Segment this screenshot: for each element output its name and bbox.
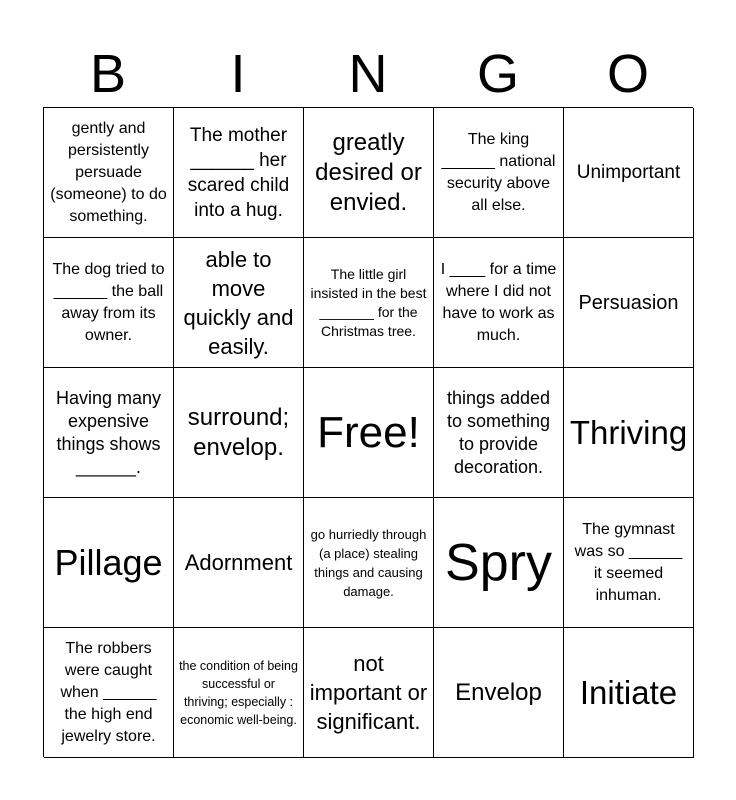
bingo-header xyxy=(43,42,693,106)
cell-text: surround; envelop. xyxy=(187,403,290,461)
header-letter-g: G xyxy=(476,44,519,104)
bingo-cell-r5c3[interactable] xyxy=(304,628,434,758)
cell-text: Pillage xyxy=(54,541,163,583)
bingo-cell-r1c2[interactable] xyxy=(174,108,304,238)
bingo-cell-r2c4[interactable] xyxy=(434,238,564,368)
bingo-cell-r3c2[interactable] xyxy=(174,368,304,498)
cell-text: Spry xyxy=(445,533,552,592)
cell-text: I ____ for a time where I did not have to work as much. xyxy=(440,260,557,344)
bingo-cell-r3c1[interactable] xyxy=(44,368,174,498)
bingo-cell-r5c2[interactable] xyxy=(174,628,304,758)
bingo-cell-r2c5[interactable] xyxy=(564,238,694,368)
cell-text: The king ______ national security above all else. xyxy=(441,130,556,214)
bingo-cell-r2c2[interactable] xyxy=(174,238,304,368)
cell-text: able to move quickly and easily. xyxy=(183,246,294,359)
cell-text: Thriving xyxy=(569,413,688,451)
bingo-cell-r1c1[interactable] xyxy=(44,108,174,238)
bingo-cell-r1c4[interactable] xyxy=(434,108,564,238)
cell-text: Adornment xyxy=(184,550,293,575)
bingo-cell-r1c3[interactable] xyxy=(304,108,434,238)
header-letter-b: B xyxy=(89,44,127,104)
cell-text: things added to something to provide decoration. xyxy=(446,387,551,477)
bingo-cell-r4c5[interactable] xyxy=(564,498,694,628)
bingo-cell-r4c1[interactable] xyxy=(44,498,174,628)
bingo-cell-r2c3[interactable] xyxy=(304,238,434,368)
bingo-cell-r3c3[interactable] xyxy=(304,368,434,498)
cell-text: The mother ______ her scared child into a hug. xyxy=(187,124,290,221)
cell-text: Unimportant xyxy=(576,162,681,183)
header-letter-n: N xyxy=(348,44,388,104)
header-letter-o: O xyxy=(606,44,649,104)
bingo-cell-r2c1[interactable] xyxy=(44,238,174,368)
bingo-cell-r4c3[interactable] xyxy=(304,498,434,628)
bingo-cell-r3c4[interactable] xyxy=(434,368,564,498)
free-space-text: Free! xyxy=(317,407,420,457)
cell-text: not important or significant. xyxy=(309,651,428,734)
header-letter-i: I xyxy=(230,44,246,104)
cell-text: Persuasion xyxy=(578,291,679,314)
cell-text: Having many expensive things shows ______. xyxy=(55,387,162,477)
bingo-cell-r4c4[interactable] xyxy=(434,498,564,628)
bingo-board xyxy=(43,107,693,757)
cell-text: greatly desired or envied. xyxy=(315,128,422,216)
cell-text: Initiate xyxy=(579,673,678,711)
cell-text: go hurriedly through (a place) stealing things and causing damage. xyxy=(310,526,427,599)
cell-text: The little girl insisted in the best _______ for the Christmas tree. xyxy=(310,265,427,339)
bingo-cell-r3c5[interactable] xyxy=(564,368,694,498)
bingo-cell-r5c5[interactable] xyxy=(564,628,694,758)
bingo-cell-r4c2[interactable] xyxy=(174,498,304,628)
cell-text: Envelop xyxy=(455,678,542,706)
bingo-cell-r5c4[interactable] xyxy=(434,628,564,758)
cell-text: The dog tried to ______ the ball away from its owner. xyxy=(52,260,165,344)
bingo-cell-r1c5[interactable] xyxy=(564,108,694,238)
cell-text: The robbers were caught when ______ the high end jewelry store. xyxy=(60,639,157,745)
cell-text: gently and persistently persuade (someone) to do something. xyxy=(50,119,167,225)
cell-text: The gymnast was so ______ it seemed inhuman. xyxy=(574,520,683,604)
bingo-cell-r5c1[interactable] xyxy=(44,628,174,758)
cell-text: the condition of being successful or thriving; especially : economic well-being. xyxy=(179,658,298,727)
